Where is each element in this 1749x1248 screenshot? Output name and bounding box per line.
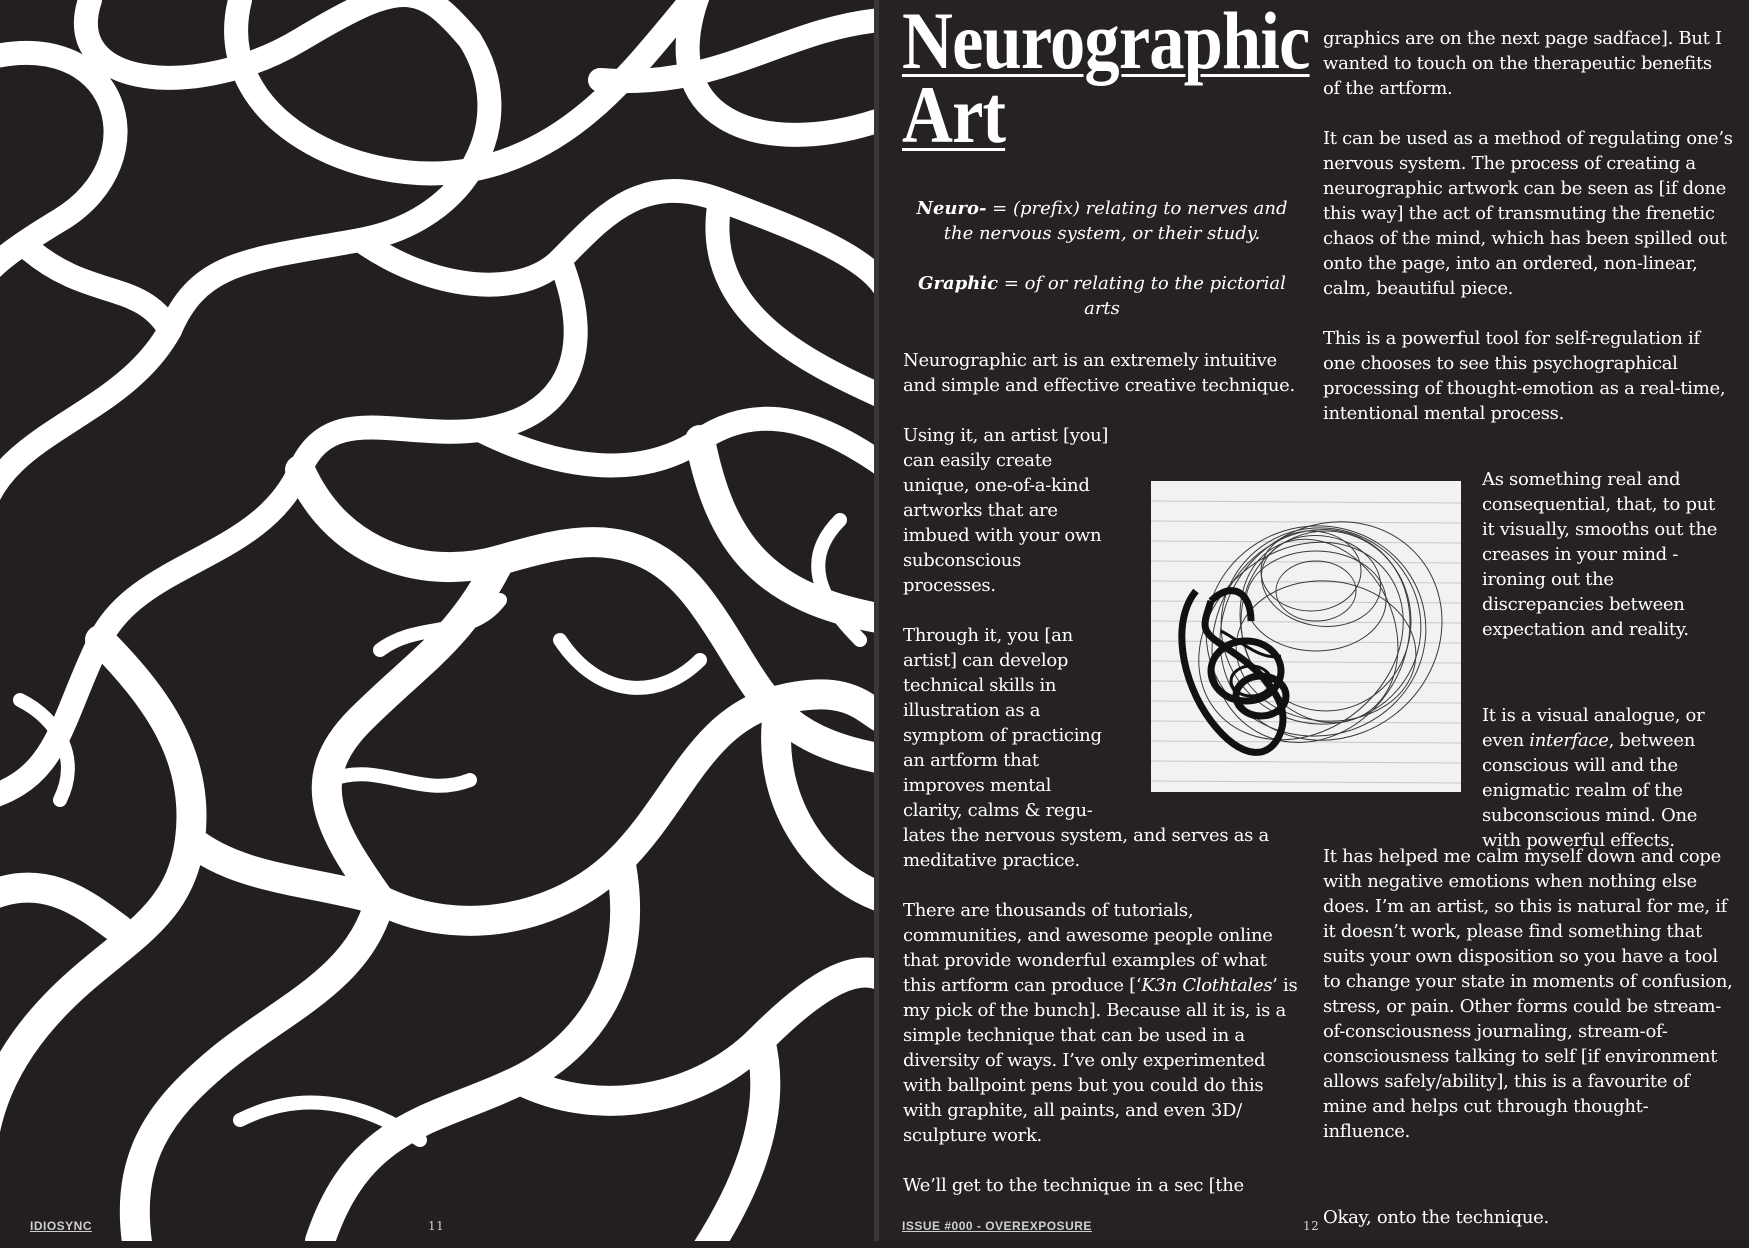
body-column-right [1323,26,1733,426]
definition-neuro [902,196,1302,246]
text-run: It is a visual analogue, or even [1482,705,1705,751]
text-run: , between conscious will and the enigmatic realm of the subconscious mind. One with powerful effects. [1482,730,1698,851]
paragraph: It has helped me calm myself down and cope with negative emotions when nothing else does. I’m an artist, so this is natural for me, if it doesn’t work, please find something that suits your own disposition so you have a tool to change your state in moments of confusion, stress, or pain. Other forms could be stream-of-consciousness journaling, stream-of-consciousness talking to self [if environment allows safely/ability], this is a favourite of mine and helps cut through thought-influence. [1323,846,1733,1142]
brand-mark: IDIOSYNC [30,1219,93,1233]
paragraph: Using it, an artist [you] can easily create unique, one-of-a-kind artworks that are imbued with your own subconscious processes. [903,425,1109,596]
page-number-left: 11 [428,1219,445,1233]
definition-graphic [902,271,1302,321]
paragraph: Okay, onto the technique. [1323,1207,1549,1228]
paragraph: It can be used as a method of regulating one’s nervous system. The process of creating a neurographic artwork can be seen as [if done this way] the act of transmuting the frenetic chaos of the mind, which has been spilled out onto the page, into an ordered, non-linear, calm, beautiful piece. [1323,128,1733,299]
paragraph: Neurographic art is an extremely intuitive and simple and effective creative technique. [903,350,1295,396]
issue-label: ISSUE #000 - OVEREXPOSURE [902,1219,1092,1233]
title-line-1: Neurographic [902,0,1310,86]
term-neuro: Neuro- [916,198,987,219]
left-page [0,0,874,1241]
paragraph: lates the nervous system, and serves as a meditative practice. [903,825,1269,871]
paragraph: graphics are on the next page sadface]. But I wanted to touch on the therapeutic benefits of the artform. [1323,28,1722,99]
text-run: ’ is my pick of the bunch]. Because all it is, is a simple technique that can be used in a diversity of ways. I’ve only experimented with ballpoint pens but you could do this with graphite, all paints, and even 3D/ sculpture work. [903,975,1298,1146]
body-column-right-narrow [1482,449,1732,871]
page-number-right: 12 [1303,1219,1320,1233]
text-run: There are thousands of tutorials, communities, and awesome people online that provide wonderful examples of what this artform can produce [‘ [903,900,1273,996]
paragraph: This is a powerful tool for self-regulation if one chooses to see this psychographical processing of thought-emotion as a real-time, intentional mental process. [1323,328,1726,424]
italic-run: K3n Clothtales [1141,975,1273,996]
paragraph: As something real and consequential, that, to put it visually, smooths out the creases in your mind - ironing out the discrepancies between expectation and reality. [1482,469,1718,640]
paragraph: Through it, you [an artist] can develop technical skills in illustration as a symptom of practicing an artform that improves mental clarity, calms & regu- [903,625,1102,821]
definitions [902,196,1302,346]
paragraph: We’ll get to the technique in a sec [the [903,1175,1244,1196]
artwork-photo [1151,481,1461,792]
def-neuro: = (prefix) relating to nerves and the nervous system, or their study. [943,198,1288,244]
neurographic-artwork [0,0,874,1241]
article-title [902,0,1310,160]
italic-run: interface [1529,730,1609,751]
title-line-2: Art [902,69,1006,160]
paragraph [903,898,1303,1148]
body-column-right-bottom [1323,826,1733,1248]
def-graphic: = of or relating to the pictorial arts [998,273,1286,319]
term-graphic: Graphic [918,273,999,294]
scribble-drawing [1151,481,1461,792]
